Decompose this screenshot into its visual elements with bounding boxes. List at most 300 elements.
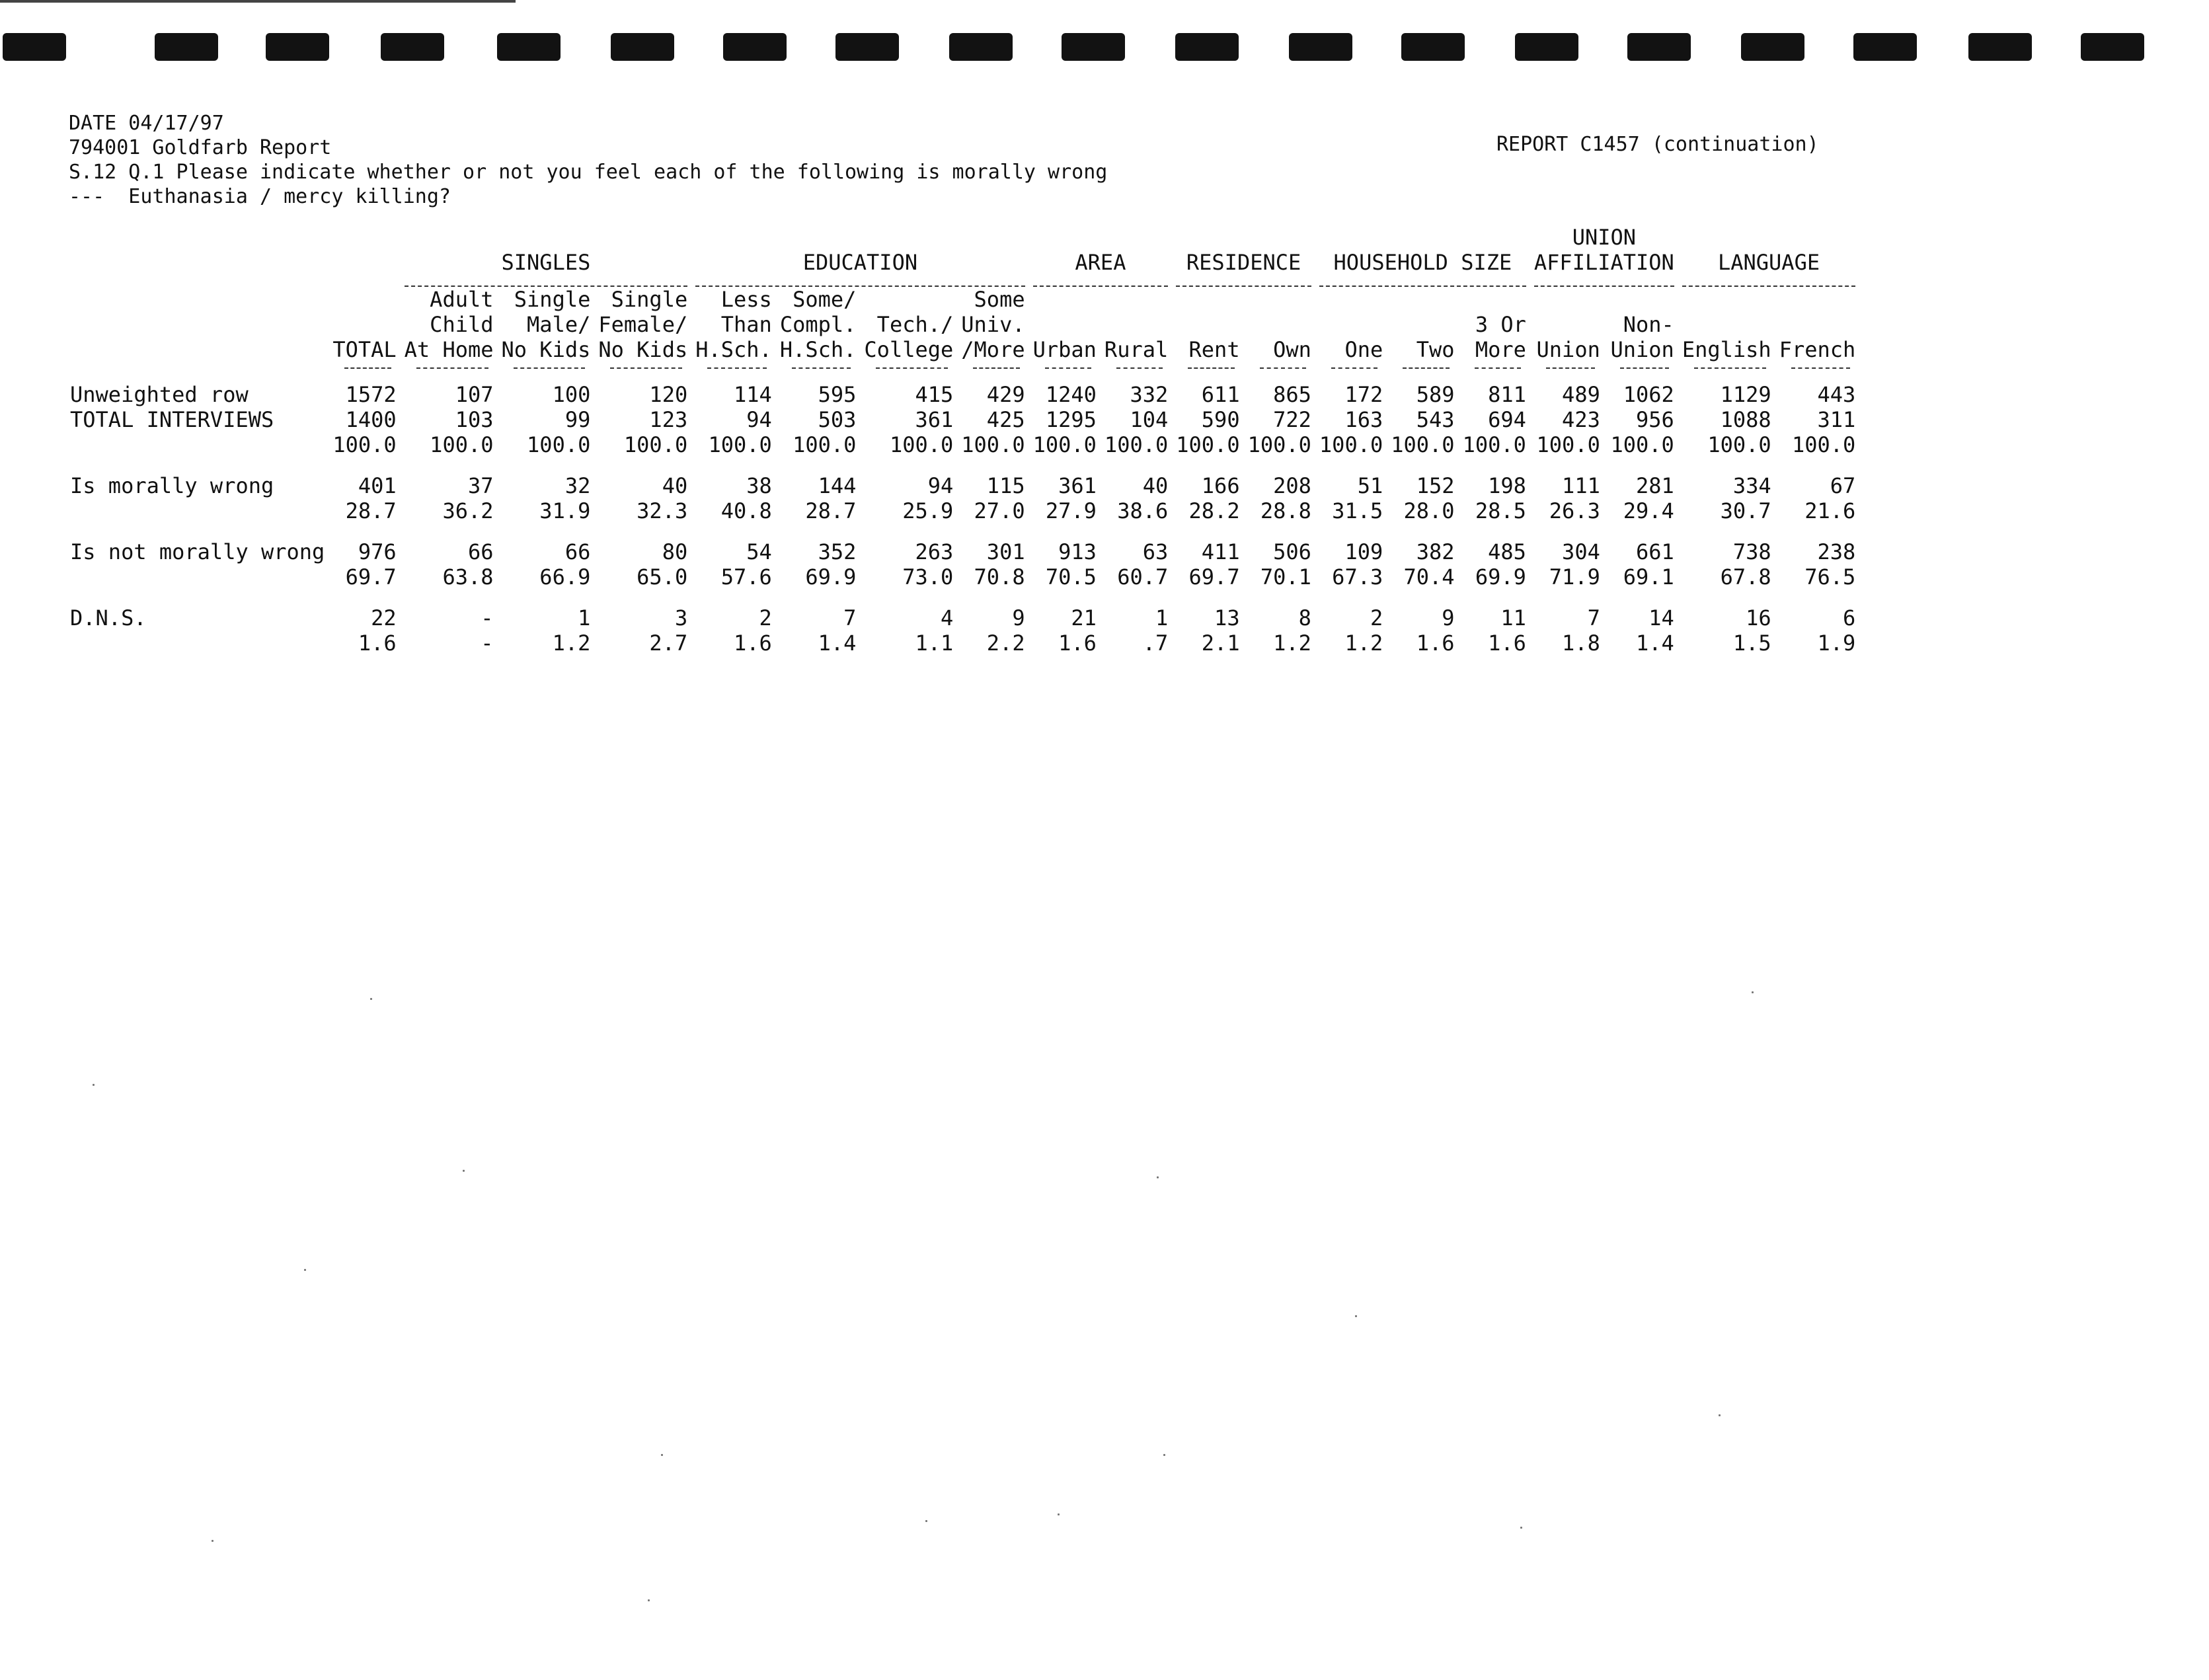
table-cell: 611 bbox=[1201, 382, 1240, 407]
table-cell: 1.1 bbox=[915, 630, 954, 656]
column-header bbox=[594, 287, 691, 362]
table-row bbox=[66, 407, 1859, 432]
speck bbox=[212, 1540, 213, 1542]
table-cell: 27.0 bbox=[974, 498, 1025, 523]
column-underline bbox=[1331, 367, 1377, 369]
feed-hole bbox=[497, 33, 561, 61]
feed-hole bbox=[835, 33, 899, 61]
table-cell: 70.1 bbox=[1260, 564, 1311, 590]
table-cell: 54 bbox=[746, 539, 772, 564]
table-cell: 429 bbox=[986, 382, 1025, 407]
feed-hole bbox=[1627, 33, 1691, 61]
column-header bbox=[329, 287, 400, 362]
table-cell: 100.0 bbox=[1391, 432, 1455, 457]
row-label: Is not morally wrong bbox=[70, 539, 325, 564]
table-cell: 40.8 bbox=[720, 498, 772, 523]
column-group-header bbox=[401, 225, 692, 287]
feed-hole bbox=[723, 33, 787, 61]
speck bbox=[304, 1269, 306, 1271]
table-cell: 109 bbox=[1344, 539, 1383, 564]
table-cell: 100.0 bbox=[889, 432, 954, 457]
column-underline bbox=[514, 367, 586, 369]
table-cell: 694 bbox=[1488, 407, 1526, 432]
table-cell: 1240 bbox=[1045, 382, 1097, 407]
table-cell: 115 bbox=[986, 473, 1025, 498]
table-cell: 1400 bbox=[345, 407, 397, 432]
group-divider bbox=[1176, 275, 1311, 287]
table-cell: 100.0 bbox=[1462, 432, 1526, 457]
speck bbox=[370, 998, 372, 1000]
table-cell: 69.9 bbox=[1475, 564, 1526, 590]
table-cell: 1.6 bbox=[1488, 630, 1526, 656]
column-header bbox=[1604, 287, 1678, 362]
table-cell: 361 bbox=[915, 407, 954, 432]
table-cell: 111 bbox=[1562, 473, 1600, 498]
table-cell: 100.0 bbox=[1104, 432, 1169, 457]
table-cell: 104 bbox=[1130, 407, 1169, 432]
column-group-header bbox=[1029, 225, 1173, 287]
table-cell: 172 bbox=[1344, 382, 1383, 407]
column-header-line: 3 Or bbox=[1475, 312, 1526, 337]
table-cell: 21 bbox=[1071, 605, 1097, 630]
table-cell: 301 bbox=[986, 539, 1025, 564]
table-cell: 238 bbox=[1817, 539, 1856, 564]
column-header-line: College bbox=[864, 337, 954, 362]
table-cell: 2.1 bbox=[1201, 630, 1240, 656]
column-header-line: Tech./ bbox=[876, 312, 954, 337]
table-cell: 22 bbox=[371, 605, 397, 630]
feed-hole bbox=[949, 33, 1013, 61]
table-cell: 21.6 bbox=[1804, 498, 1856, 523]
table-cell: 28.0 bbox=[1403, 498, 1455, 523]
column-underline bbox=[1694, 367, 1766, 369]
table-cell: 661 bbox=[1636, 539, 1674, 564]
group-divider bbox=[405, 275, 688, 287]
column-header-line: Union bbox=[1610, 337, 1674, 362]
printer-feed-holes bbox=[0, 0, 2209, 73]
table-cell: 1.2 bbox=[1273, 630, 1311, 656]
column-header-line: H.Sch. bbox=[779, 337, 857, 362]
table-cell: 100.0 bbox=[1707, 432, 1771, 457]
column-underline bbox=[1045, 367, 1091, 369]
table-cell: 443 bbox=[1817, 382, 1856, 407]
row-label bbox=[66, 498, 329, 523]
table-cell: 100.0 bbox=[961, 432, 1025, 457]
column-header bbox=[401, 287, 498, 362]
column-header-line: More bbox=[1475, 337, 1526, 362]
feed-hole bbox=[1515, 33, 1578, 61]
table-cell: 100.0 bbox=[708, 432, 772, 457]
table-cell: 100.0 bbox=[1032, 432, 1097, 457]
table-cell: 66 bbox=[467, 539, 494, 564]
table-cell: 738 bbox=[1732, 539, 1771, 564]
table-cell: 4 bbox=[941, 605, 954, 630]
table-cell: 70.8 bbox=[974, 564, 1025, 590]
column-header-line: Urban bbox=[1032, 337, 1097, 362]
table-cell: 99 bbox=[564, 407, 591, 432]
column-header-line: French bbox=[1779, 337, 1856, 362]
column-header-line: Adult bbox=[430, 287, 494, 312]
column-header bbox=[498, 287, 595, 362]
question-subject: --- Euthanasia / mercy killing? bbox=[69, 185, 451, 208]
table-cell: 69.9 bbox=[805, 564, 857, 590]
column-underline bbox=[792, 367, 851, 369]
table-cell: 811 bbox=[1488, 382, 1526, 407]
table-cell: 30.7 bbox=[1720, 498, 1771, 523]
feed-hole bbox=[3, 33, 66, 61]
column-header bbox=[1101, 287, 1172, 362]
row-label-header bbox=[66, 225, 329, 287]
table-row bbox=[66, 605, 1859, 630]
column-header-line: Rural bbox=[1104, 337, 1169, 362]
group-divider bbox=[695, 275, 1025, 287]
table-cell: 1.2 bbox=[552, 630, 591, 656]
column-underline bbox=[1116, 367, 1163, 369]
table-cell: 28.8 bbox=[1260, 498, 1311, 523]
table-cell: 65.0 bbox=[637, 564, 688, 590]
column-header-line: Compl. bbox=[779, 312, 857, 337]
table-cell: 60.7 bbox=[1117, 564, 1169, 590]
row-label: Is morally wrong bbox=[70, 473, 274, 498]
feed-hole bbox=[1175, 33, 1239, 61]
table-cell: 36.2 bbox=[442, 498, 494, 523]
table-cell: .7 bbox=[1142, 630, 1169, 656]
column-header bbox=[1678, 287, 1775, 362]
feed-hole bbox=[381, 33, 444, 61]
feed-hole bbox=[1968, 33, 2032, 61]
column-underline bbox=[344, 367, 391, 369]
table-cell: 1.2 bbox=[1344, 630, 1383, 656]
column-header-line: TOTAL bbox=[332, 337, 397, 362]
column-header-line: Less bbox=[720, 287, 772, 312]
table-cell: 208 bbox=[1273, 473, 1311, 498]
feed-hole bbox=[611, 33, 674, 61]
table-cell: 11 bbox=[1500, 605, 1526, 630]
table-cell: 26.3 bbox=[1549, 498, 1600, 523]
column-group-header bbox=[1315, 225, 1530, 287]
table-cell: 163 bbox=[1344, 407, 1383, 432]
speck bbox=[93, 1084, 95, 1086]
table-cell: 401 bbox=[358, 473, 397, 498]
table-cell: 425 bbox=[986, 407, 1025, 432]
column-header bbox=[1775, 287, 1860, 362]
table-cell: 70.5 bbox=[1045, 564, 1097, 590]
table-row bbox=[66, 374, 1859, 407]
speck bbox=[1520, 1527, 1522, 1529]
table-cell: 1.6 bbox=[734, 630, 772, 656]
speck bbox=[1752, 991, 1754, 993]
table-cell: 28.2 bbox=[1188, 498, 1240, 523]
column-underline bbox=[1403, 367, 1449, 369]
table-cell: 1129 bbox=[1720, 382, 1771, 407]
table-cell: 281 bbox=[1636, 473, 1674, 498]
column-underline bbox=[610, 367, 682, 369]
table-cell: 67 bbox=[1830, 473, 1856, 498]
feed-hole bbox=[266, 33, 329, 61]
table-cell: 13 bbox=[1214, 605, 1240, 630]
column-header-line: Some/ bbox=[793, 287, 857, 312]
column-group-header bbox=[1530, 225, 1678, 287]
column-header bbox=[1315, 287, 1387, 362]
table-cell: 40 bbox=[1142, 473, 1169, 498]
column-header bbox=[691, 287, 776, 362]
speck bbox=[1163, 1454, 1165, 1456]
table-cell: 25.9 bbox=[902, 498, 954, 523]
column-header-line: Than bbox=[720, 312, 772, 337]
table-cell: 2.2 bbox=[986, 630, 1025, 656]
table-cell: 352 bbox=[818, 539, 857, 564]
column-header-line: Non- bbox=[1623, 312, 1674, 337]
table-cell: 1 bbox=[578, 605, 591, 630]
column-group-label: LANGUAGE bbox=[1717, 250, 1820, 275]
table-cell: 66.9 bbox=[539, 564, 591, 590]
table-cell: 94 bbox=[746, 407, 772, 432]
column-group-label: RESIDENCE bbox=[1186, 250, 1301, 275]
table-cell: 311 bbox=[1817, 407, 1856, 432]
table-cell: 595 bbox=[818, 382, 857, 407]
table-cell: 28.5 bbox=[1475, 498, 1526, 523]
table-cell: 6 bbox=[1843, 605, 1856, 630]
table-cell: 1572 bbox=[345, 382, 397, 407]
table-cell: 100.0 bbox=[1610, 432, 1674, 457]
table-cell: 7 bbox=[843, 605, 857, 630]
table-cell: 32 bbox=[564, 473, 591, 498]
table-cell: 1.6 bbox=[1058, 630, 1097, 656]
table-cell: 100 bbox=[552, 382, 591, 407]
table-cell: 2.7 bbox=[649, 630, 688, 656]
speck bbox=[1058, 1513, 1060, 1515]
column-header bbox=[1387, 287, 1458, 362]
table-cell: 9 bbox=[1442, 605, 1455, 630]
row-label bbox=[66, 432, 329, 457]
table-cell: 865 bbox=[1273, 382, 1311, 407]
table-cell: 107 bbox=[455, 382, 494, 407]
table-cell: 100.0 bbox=[430, 432, 494, 457]
table-cell: 51 bbox=[1357, 473, 1383, 498]
table-cell: 1.6 bbox=[1416, 630, 1455, 656]
row-label: Unweighted row bbox=[70, 382, 249, 407]
report-date: DATE 04/17/97 bbox=[69, 112, 224, 135]
table-cell: 67.3 bbox=[1332, 564, 1383, 590]
table-cell: 100.0 bbox=[1791, 432, 1856, 457]
table-cell: 411 bbox=[1201, 539, 1240, 564]
column-header-line: At Home bbox=[404, 337, 494, 362]
row-label: TOTAL INTERVIEWS bbox=[70, 407, 274, 432]
column-group-header bbox=[1172, 225, 1315, 287]
column-group-label: EDUCATION bbox=[802, 250, 918, 275]
table-cell: 1088 bbox=[1720, 407, 1771, 432]
table-cell: 100.0 bbox=[1319, 432, 1383, 457]
column-header-line: Two bbox=[1416, 337, 1455, 362]
table-cell: 3 bbox=[674, 605, 688, 630]
table-cell: 9 bbox=[1012, 605, 1025, 630]
table-cell: 28.7 bbox=[345, 498, 397, 523]
column-underline bbox=[1260, 367, 1306, 369]
table-cell: 423 bbox=[1562, 407, 1600, 432]
table-cell: 73.0 bbox=[902, 564, 954, 590]
column-header-line: Own bbox=[1273, 337, 1311, 362]
speck bbox=[463, 1170, 465, 1172]
feed-hole bbox=[1741, 33, 1804, 61]
feed-hole bbox=[1401, 33, 1465, 61]
table-cell: 166 bbox=[1201, 473, 1240, 498]
column-header-line: Univ. bbox=[961, 312, 1025, 337]
table-cell: 304 bbox=[1562, 539, 1600, 564]
table-cell: 31.5 bbox=[1332, 498, 1383, 523]
table-cell: 14 bbox=[1648, 605, 1674, 630]
table-cell: 503 bbox=[818, 407, 857, 432]
table-cell: 100.0 bbox=[527, 432, 591, 457]
table-cell: 1062 bbox=[1623, 382, 1674, 407]
table-cell: 94 bbox=[927, 473, 954, 498]
column-header-line: Some bbox=[974, 287, 1025, 312]
table-cell: 100.0 bbox=[1536, 432, 1600, 457]
column-underline bbox=[1188, 367, 1234, 369]
column-header bbox=[1172, 287, 1243, 362]
table-cell: 382 bbox=[1416, 539, 1455, 564]
table-row bbox=[66, 432, 1859, 457]
table-cell: 69.7 bbox=[345, 564, 397, 590]
table-cell: 100.0 bbox=[1247, 432, 1311, 457]
row-label: D.N.S. bbox=[70, 605, 147, 630]
table-cell: 28.7 bbox=[805, 498, 857, 523]
feed-hole bbox=[1289, 33, 1352, 61]
table-cell: 38.6 bbox=[1117, 498, 1169, 523]
table-cell: 63 bbox=[1142, 539, 1169, 564]
table-cell: 1.8 bbox=[1562, 630, 1600, 656]
table-cell: 263 bbox=[915, 539, 954, 564]
speck bbox=[661, 1454, 663, 1456]
column-underline bbox=[876, 367, 948, 369]
table-row bbox=[66, 564, 1859, 590]
column-header-line: No Kids bbox=[598, 337, 688, 362]
speck bbox=[648, 1599, 650, 1601]
table-cell: 722 bbox=[1273, 407, 1311, 432]
column-header bbox=[1459, 287, 1530, 362]
table-cell: 27.9 bbox=[1045, 498, 1097, 523]
table-cell: 114 bbox=[734, 382, 772, 407]
table-cell: 69.1 bbox=[1623, 564, 1674, 590]
row-label bbox=[66, 564, 329, 590]
column-group-label: AREA bbox=[1075, 250, 1126, 275]
table-cell: 1 bbox=[1155, 605, 1169, 630]
table-cell: 361 bbox=[1058, 473, 1097, 498]
table-cell: 76.5 bbox=[1804, 564, 1856, 590]
column-group-header bbox=[1678, 225, 1859, 287]
row-label bbox=[66, 630, 329, 656]
table-cell: 489 bbox=[1562, 382, 1600, 407]
column-group-header bbox=[691, 225, 1028, 287]
column-underline bbox=[707, 367, 767, 369]
table-cell: 120 bbox=[649, 382, 688, 407]
column-group-label: AFFILIATION bbox=[1533, 250, 1674, 275]
column-group-header bbox=[329, 225, 400, 287]
table-cell: 198 bbox=[1488, 473, 1526, 498]
table-cell: 7 bbox=[1587, 605, 1600, 630]
column-header-line: English bbox=[1682, 337, 1771, 362]
column-header-line: No Kids bbox=[501, 337, 591, 362]
feed-hole bbox=[1853, 33, 1917, 61]
column-group-label: UNION bbox=[1572, 225, 1637, 250]
table-cell: 31.9 bbox=[539, 498, 591, 523]
column-underline bbox=[1620, 367, 1669, 369]
column-underline bbox=[973, 367, 1019, 369]
column-header-line: Male/ bbox=[527, 312, 591, 337]
column-header-line: /More bbox=[961, 337, 1025, 362]
table-cell: 38 bbox=[746, 473, 772, 498]
row-label-header bbox=[66, 287, 329, 362]
column-header bbox=[957, 287, 1028, 362]
crosstab-table bbox=[66, 225, 1859, 656]
speck bbox=[1355, 1315, 1357, 1317]
column-header-line: Rent bbox=[1188, 337, 1240, 362]
group-divider bbox=[1319, 275, 1526, 287]
column-header bbox=[860, 287, 957, 362]
table-cell: 123 bbox=[649, 407, 688, 432]
question-text: S.12 Q.1 Please indicate whether or not you feel each of the following is morally wrong bbox=[69, 161, 1108, 184]
column-header bbox=[1029, 287, 1101, 362]
table-cell: 69.7 bbox=[1188, 564, 1240, 590]
column-header bbox=[1244, 287, 1315, 362]
table-row bbox=[66, 630, 1859, 656]
table-cell: 543 bbox=[1416, 407, 1455, 432]
table-cell: 1295 bbox=[1045, 407, 1097, 432]
table-cell: 103 bbox=[455, 407, 494, 432]
table-cell: 976 bbox=[358, 539, 397, 564]
table-cell: 1.4 bbox=[818, 630, 857, 656]
table-cell: 152 bbox=[1416, 473, 1455, 498]
table-cell: 8 bbox=[1298, 605, 1311, 630]
table-cell: 29.4 bbox=[1623, 498, 1674, 523]
column-underline bbox=[1546, 367, 1595, 369]
speck bbox=[1157, 1176, 1159, 1178]
table-cell: 332 bbox=[1130, 382, 1169, 407]
table-cell: 1.6 bbox=[358, 630, 397, 656]
table-cell: 590 bbox=[1201, 407, 1240, 432]
table-cell: 80 bbox=[662, 539, 688, 564]
table-row bbox=[66, 473, 1859, 498]
table-cell: 1.9 bbox=[1817, 630, 1856, 656]
report-id: REPORT C1457 (continuation) bbox=[1496, 133, 1819, 156]
feed-hole bbox=[1062, 33, 1125, 61]
table-cell: 144 bbox=[818, 473, 857, 498]
table-cell: 1.5 bbox=[1732, 630, 1771, 656]
table-cell: 71.9 bbox=[1549, 564, 1600, 590]
table-cell: 32.3 bbox=[637, 498, 688, 523]
table-cell: 70.4 bbox=[1403, 564, 1455, 590]
table-cell: 63.8 bbox=[442, 564, 494, 590]
column-group-label: HOUSEHOLD SIZE bbox=[1333, 250, 1512, 275]
table-cell: 2 bbox=[1370, 605, 1383, 630]
column-header bbox=[1530, 287, 1604, 362]
column-header-line: Female/ bbox=[598, 312, 688, 337]
table-row bbox=[66, 498, 1859, 523]
table-cell: 37 bbox=[467, 473, 494, 498]
column-header-line: One bbox=[1344, 337, 1383, 362]
table-cell: 1.4 bbox=[1636, 630, 1674, 656]
table-cell: 66 bbox=[564, 539, 591, 564]
column-header-line: Child bbox=[430, 312, 494, 337]
column-header-line: Single bbox=[611, 287, 688, 312]
table-cell: 100.0 bbox=[332, 432, 397, 457]
table-cell: 100.0 bbox=[623, 432, 688, 457]
column-underline bbox=[1791, 367, 1851, 369]
column-header-line: Single bbox=[514, 287, 591, 312]
table-cell: 2 bbox=[759, 605, 772, 630]
column-header bbox=[776, 287, 861, 362]
feed-hole bbox=[155, 33, 218, 61]
table-cell: 913 bbox=[1058, 539, 1097, 564]
